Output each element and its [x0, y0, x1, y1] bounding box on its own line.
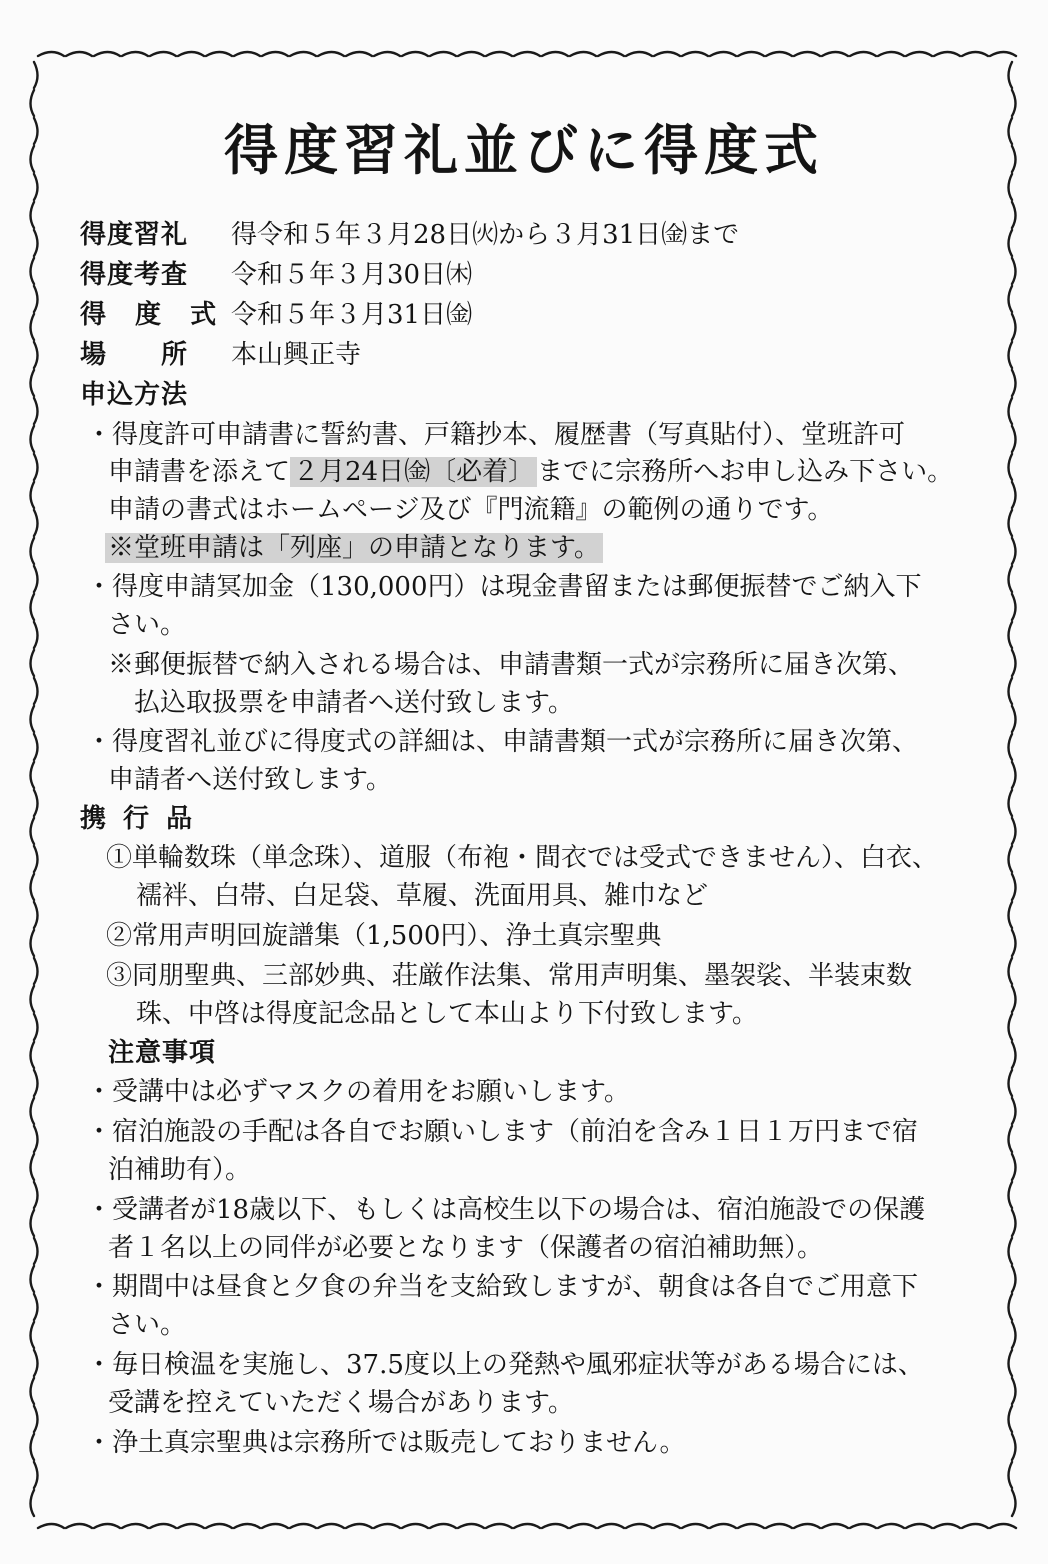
application-bullet-1-line-4: [105, 529, 603, 567]
schedule-value-shudo: 得令和５年３月28日㈫から３月31日㈮まで: [231, 220, 740, 250]
items-3-line-1: ③同朋聖典、三部妙典、荘厳作法集、常用声明集、墨袈裟、半装束数: [106, 961, 913, 991]
application-bullet-1-line-2: [108, 453, 953, 491]
notes-4-line-1: ・期間中は昼食と夕食の弁当を支給致しますが、朝食は各自でご用意下: [86, 1272, 919, 1302]
notes-3-line-1: ・受講者が18歳以下、もしくは高校生以下の場合は、宿泊施設での保護: [86, 1195, 926, 1225]
notes-1-line-1: ・受講中は必ずマスクの着用をお願いします。: [86, 1077, 630, 1107]
application-bullet-1-line-3: 申請の書式はホームページ及び『門流籍』の範例の通りです。: [108, 495, 834, 525]
application-deadline-lead: 申請書を添えて: [108, 457, 291, 487]
doban-note-highlight: ※堂班申請は「列座」の申請となります。: [105, 533, 603, 563]
application-bullet-2-line-2: さい。: [108, 610, 187, 640]
application-bullet-2-line-1: ・得度申請冥加金（130,000円）は現金書留または郵便振替でご納入下: [86, 572, 922, 602]
notes-heading: 注意事項: [108, 1038, 217, 1068]
schedule-label-shudo: 得度習礼: [80, 220, 189, 250]
notes-4-line-2: さい。: [108, 1310, 187, 1340]
notes-2-line-2: 泊補助有）。: [108, 1155, 252, 1185]
items-1-line-2: 襦袢、白帯、白足袋、草履、洗面用具、雑巾など: [136, 881, 709, 911]
items-1-line-1: ①単輪数珠（単念珠）、道服（布袍・間衣では受式できません）、白衣、: [106, 843, 939, 873]
notes-6-line-1: ・浄土真宗聖典は宗務所では販売しておりません。: [86, 1428, 686, 1458]
application-deadline-tail: までに宗務所へお申し込み下さい。: [537, 457, 954, 487]
schedule-label-kousa: 得度考査: [80, 260, 189, 290]
notes-5-line-2: 受講を控えていただく場合があります。: [108, 1388, 574, 1418]
items-heading: 携 行 品: [80, 804, 197, 834]
schedule-value-kousa: 令和５年３月30日㈭: [231, 260, 473, 290]
application-heading: 申込方法: [80, 380, 189, 410]
schedule-label-place: 場 所: [80, 340, 189, 370]
page-title: 得度習礼並びに得度式: [224, 118, 824, 182]
application-deadline-highlight: ２月24日㈮〔必着〕: [290, 457, 537, 487]
items-2-line-1: ②常用声明回旋譜集（1,500円）、浄土真宗聖典: [106, 921, 662, 951]
schedule-label-tokudoshiki: 得 度 式: [80, 300, 227, 330]
application-bullet-3-line-1: ・得度習礼並びに得度式の詳細は、申請書類一式が宗務所に届き次第、: [86, 727, 919, 757]
application-bullet-2-line-4: 払込取扱票を申請者へ送付致します。: [134, 688, 574, 718]
notes-3-line-2: 者１名以上の同伴が必要となります（保護者の宿泊補助無）。: [108, 1233, 824, 1263]
items-3-line-2: 珠、中啓は得度記念品として本山より下付致します。: [136, 999, 758, 1029]
application-bullet-1-line-1: ・得度許可申請書に誓約書、戸籍抄本、履歴書（写真貼付）、堂班許可: [86, 420, 906, 450]
application-bullet-2-line-3: ※郵便振替で納入される場合は、申請書類一式が宗務所に届き次第、: [108, 650, 915, 680]
notes-2-line-1: ・宿泊施設の手配は各自でお願いします（前泊を含み１日１万円まで宿: [86, 1117, 919, 1147]
schedule-value-place: 本山興正寺: [231, 340, 362, 370]
application-bullet-3-line-2: 申請者へ送付致します。: [108, 765, 392, 795]
schedule-value-tokudoshiki: 令和５年３月31日㈮: [231, 300, 473, 330]
notes-5-line-1: ・毎日検温を実施し、37.5度以上の発熱や風邪症状等がある場合には、: [86, 1350, 924, 1380]
